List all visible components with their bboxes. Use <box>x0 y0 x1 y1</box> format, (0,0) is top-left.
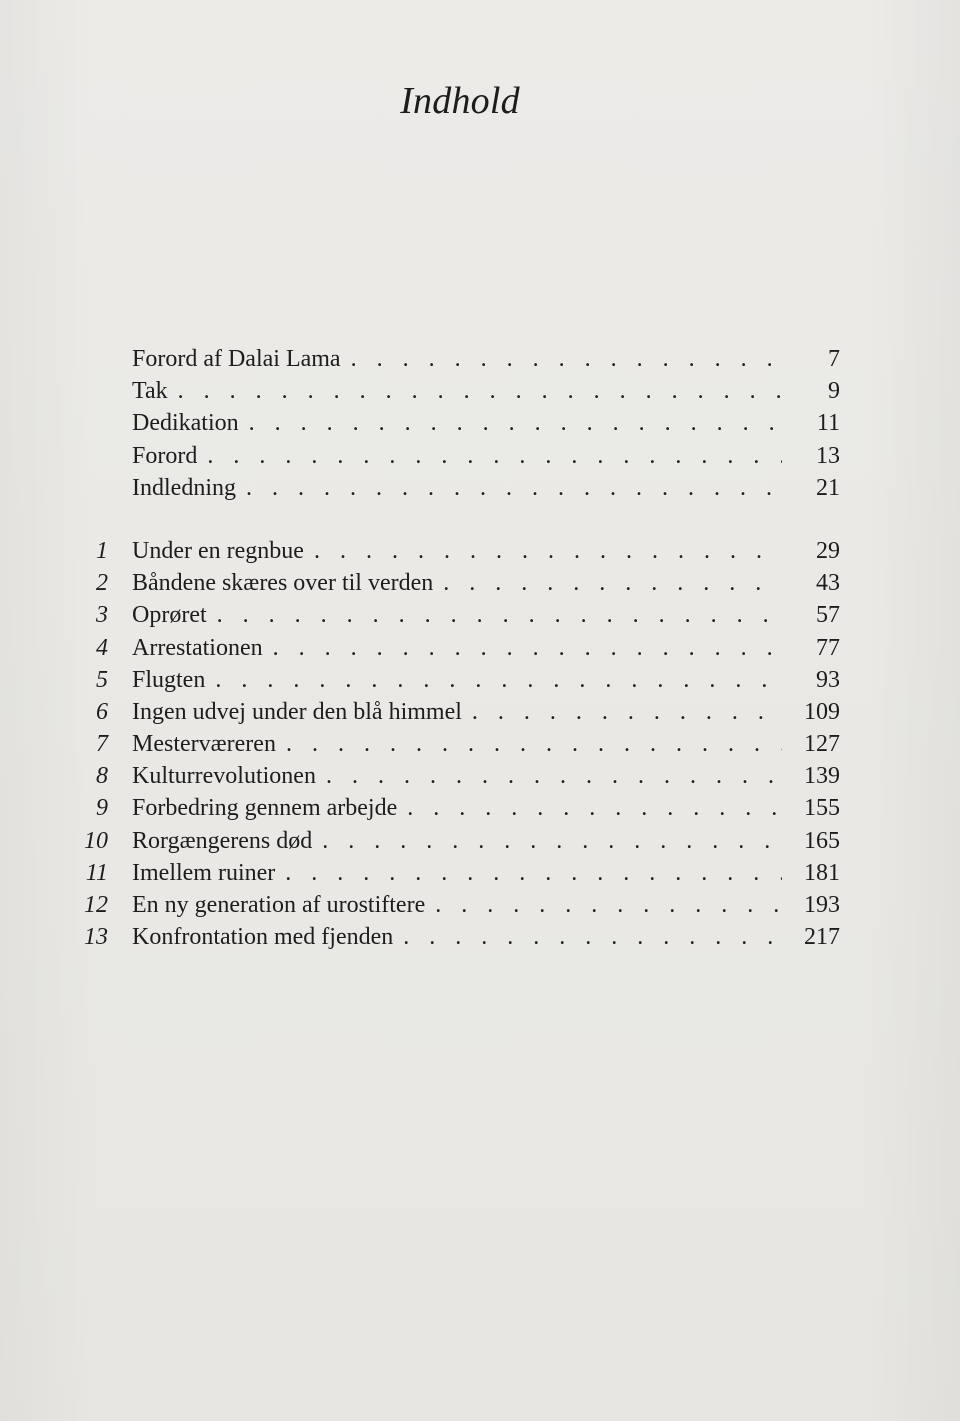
dot-leader <box>435 889 782 921</box>
chapter-number: 7 <box>96 731 108 758</box>
toc-entry-title: Arrestationen <box>132 634 263 661</box>
toc-page-number: 9 <box>828 378 840 405</box>
chapter-number: 9 <box>96 795 108 822</box>
toc-entry <box>132 889 782 921</box>
toc-entry <box>132 472 782 504</box>
toc-page-number: 109 <box>804 698 840 725</box>
dot-leader <box>207 440 782 472</box>
toc-entry-title: Ingen udvej under den blå himmel <box>132 698 462 725</box>
toc-front-matter-row <box>0 472 960 504</box>
toc-page-number: 11 <box>816 410 840 437</box>
toc-entry <box>132 825 782 857</box>
toc-entry-title: Forord af Dalai Lama <box>132 346 341 372</box>
table-of-contents <box>0 343 960 953</box>
dot-leader <box>326 760 782 792</box>
dot-leader <box>286 728 782 760</box>
chapter-number: 11 <box>85 859 108 886</box>
toc-chapter-row <box>0 696 960 728</box>
toc-entry-title: Oprøret <box>132 602 207 629</box>
dot-leader <box>443 567 782 599</box>
chapter-number: 12 <box>84 892 108 918</box>
toc-entry <box>132 632 782 664</box>
dot-leader <box>351 343 782 375</box>
toc-entry <box>132 792 782 824</box>
chapter-number: 3 <box>96 602 108 629</box>
toc-chapter-row <box>0 760 960 792</box>
toc-page-number: 181 <box>804 859 840 886</box>
toc-page-number: 193 <box>804 892 840 918</box>
toc-chapter-row <box>0 567 960 599</box>
toc-page-number: 57 <box>816 602 840 629</box>
toc-page-number: 13 <box>816 442 840 469</box>
toc-entry <box>132 407 782 439</box>
dot-leader <box>285 857 782 889</box>
dot-leader <box>314 535 782 567</box>
dot-leader <box>403 921 782 953</box>
toc-page-number: 29 <box>816 537 840 564</box>
toc-front-matter-row <box>0 440 960 472</box>
toc-page-number: 93 <box>816 666 840 693</box>
toc-front-matter-row <box>0 375 960 407</box>
toc-entry <box>132 728 782 760</box>
toc-entry-title: Forbedring gennem arbejde <box>132 795 398 822</box>
dot-leader <box>178 375 782 407</box>
toc-entry <box>132 440 782 472</box>
toc-page-number: 127 <box>804 731 840 758</box>
toc-entry-title: Flugten <box>132 666 206 693</box>
toc-page-number: 7 <box>828 346 840 372</box>
toc-entry <box>132 921 782 953</box>
toc-chapter-row <box>0 857 960 889</box>
toc-entry <box>132 599 782 631</box>
chapter-number: 13 <box>84 924 108 951</box>
toc-page-number: 165 <box>804 827 840 854</box>
toc-entry-title: Mesterværeren <box>132 731 276 758</box>
toc-page-number: 139 <box>804 763 840 790</box>
dot-leader <box>273 632 782 664</box>
toc-page-number: 155 <box>804 795 840 822</box>
toc-front-matter-row <box>0 407 960 439</box>
toc-entry-title: En ny generation af urostiftere <box>132 892 426 918</box>
toc-entry-title: Forord <box>132 442 198 469</box>
toc-entry-title: Indledning <box>132 474 236 501</box>
toc-entry <box>132 696 782 728</box>
toc-entry-title: Kulturrevolutionen <box>132 763 316 790</box>
dot-leader <box>407 792 782 824</box>
toc-entry <box>132 857 782 889</box>
toc-page-number: 217 <box>804 924 840 951</box>
toc-chapter-row <box>0 792 960 824</box>
dot-leader <box>249 407 782 439</box>
toc-front-matter-row <box>0 343 960 375</box>
toc-page-number: 43 <box>816 570 840 597</box>
chapter-number: 8 <box>96 763 108 790</box>
toc-entry-title: Konfrontation med fjenden <box>132 924 394 951</box>
chapter-number: 10 <box>84 827 108 854</box>
toc-chapter-row <box>0 535 960 567</box>
toc-page-number: 77 <box>816 634 840 661</box>
dot-leader <box>246 472 782 504</box>
toc-entry <box>132 567 782 599</box>
dot-leader <box>217 599 782 631</box>
toc-entry <box>132 664 782 696</box>
chapter-number: 2 <box>96 570 108 597</box>
chapter-number: 4 <box>96 634 108 661</box>
toc-entry-title: Rorgængerens død <box>132 827 313 854</box>
toc-chapter-row <box>0 632 960 664</box>
page-title: Indhold <box>400 80 520 122</box>
toc-entry <box>132 375 782 407</box>
dot-leader <box>472 696 782 728</box>
toc-chapter-row <box>0 728 960 760</box>
toc-chapter-row <box>0 921 960 953</box>
chapter-number: 1 <box>96 537 108 564</box>
toc-entry <box>132 760 782 792</box>
chapter-number: 5 <box>96 666 108 693</box>
toc-entry-title: Dedikation <box>132 410 239 437</box>
toc-entry-title: Tak <box>132 378 168 405</box>
toc-chapter-row <box>0 825 960 857</box>
toc-chapter-row <box>0 599 960 631</box>
dot-leader <box>215 664 782 696</box>
toc-entry-title: Imellem ruiner <box>132 859 276 886</box>
toc-page-number: 21 <box>816 474 840 501</box>
toc-chapter-row <box>0 664 960 696</box>
dot-leader <box>322 825 782 857</box>
toc-entry <box>132 343 782 375</box>
toc-entry <box>132 535 782 567</box>
chapter-number: 6 <box>96 698 108 725</box>
toc-entry-title: Båndene skæres over til verden <box>132 570 434 597</box>
toc-chapter-row <box>0 889 960 921</box>
toc-entry-title: Under en regnbue <box>132 537 304 564</box>
